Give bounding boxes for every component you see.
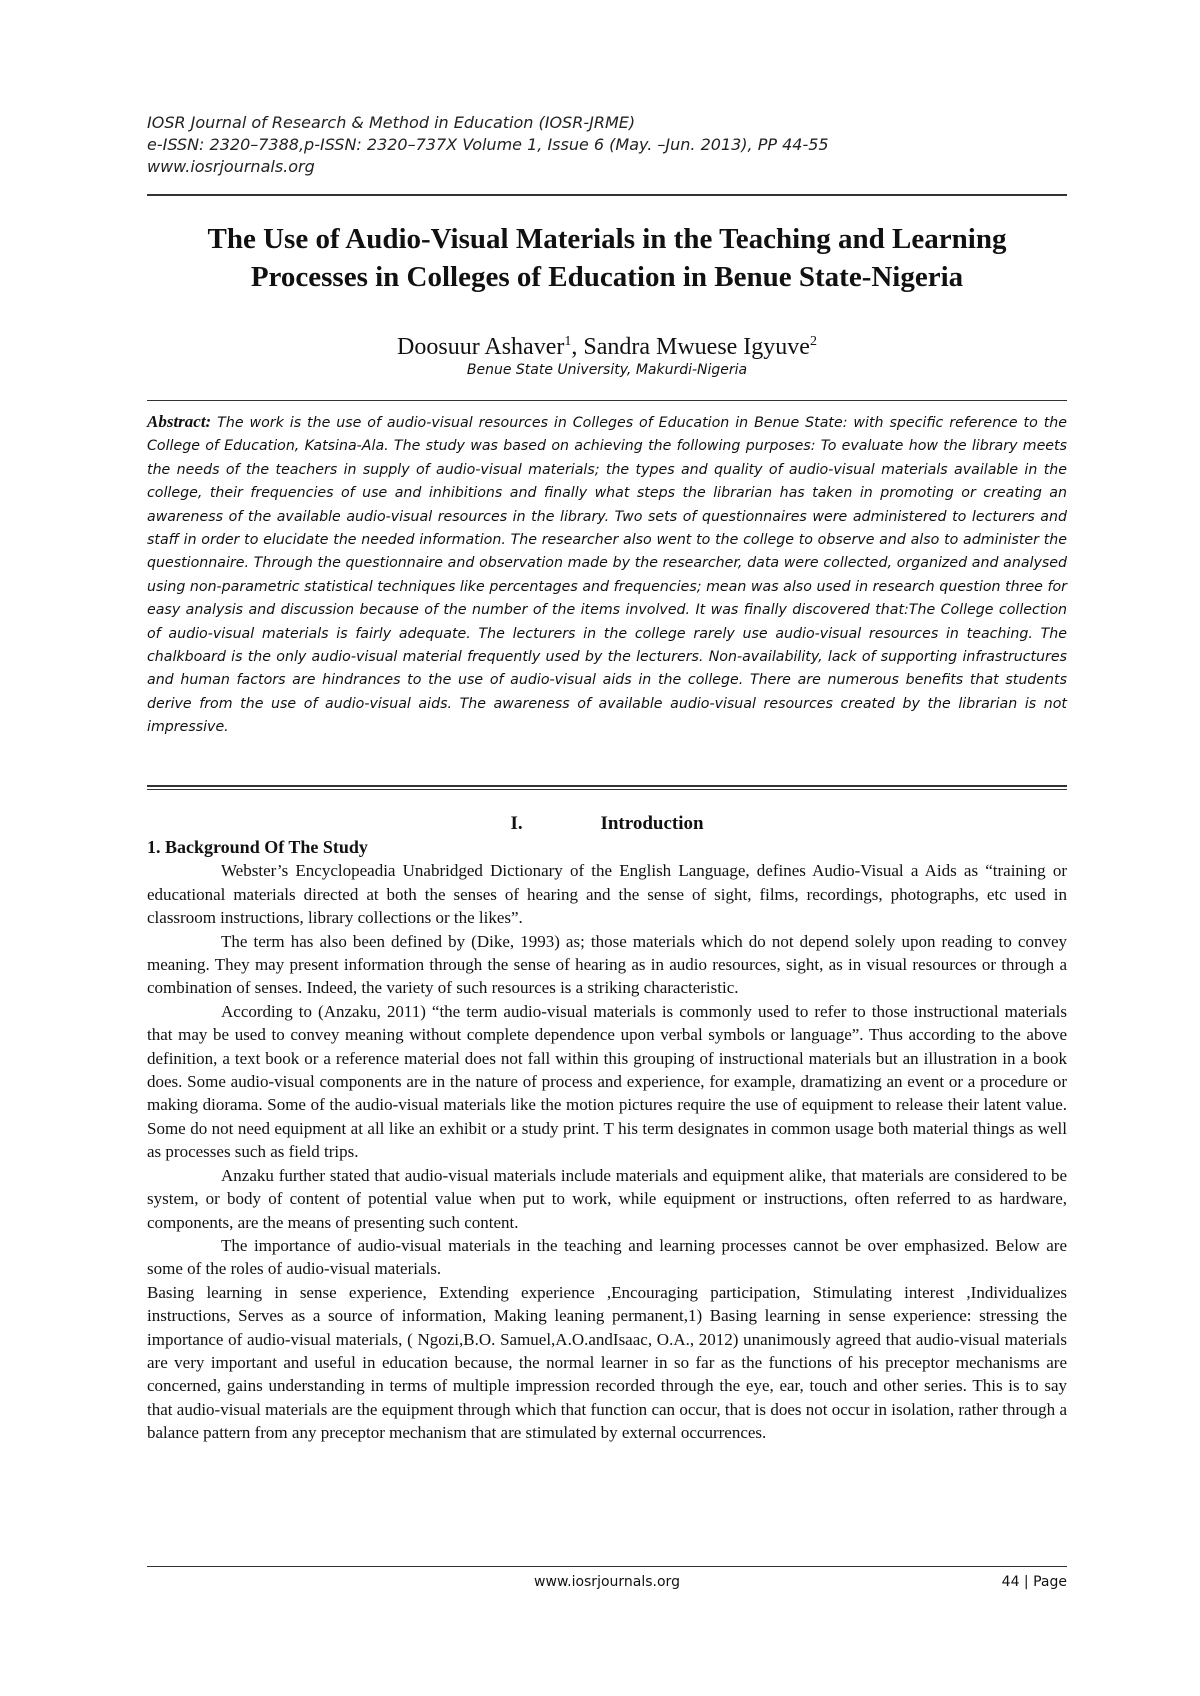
author-affiliation-mark: 2 [809, 334, 817, 349]
section-heading [147, 812, 1067, 836]
abstract-text: The work is the use of audio-visual resources in Colleges of Education in Benue State: with specific reference to the College of Education, Katsina-Ala. The study was based on achieving the following purposes: To evaluate how the library meets the needs of the teachers in supply of audio-visual materials; the types and quality of audio-visual materials available in the college, their frequencies of use and inhibitions and finally what steps the librarian has taken in promoting or creating an awareness of the available audio-visual resources in the library. Two sets of questionnaires were administered to lecturers and staff in order to elucidate the needed information. The researcher also went to the college to observe and also to administer the questionnaire. Through the questionnaire and observation made by the researcher, data were collected, organized and analysed using non-parametric statistical techniques like percentages and frequencies; mean was also used in research question three for easy analysis and discussion because of the number of the items involved. It was finally discovered that:The College collection of audio-visual materials is fairly adequate. The lecturers in the college rarely use audio-visual resources in teaching. The chalkboard is the only audio-visual material frequently used by the lecturers. Non-availability, lack of supporting infrastructures and human factors are hindrances to the use of audio-visual aids in the college. There are numerous benefits that students derive from the use of audio-visual aids. The awareness of available audio-visual resources created by the librarian is not impressive. [147, 415, 1067, 736]
journal-header [147, 112, 1067, 178]
section-title: Introduction [600, 813, 704, 834]
author-affiliation: Benue State University, Makurdi-Nigeria [466, 362, 748, 378]
body-paragraph: The term has also been defined by (Dike, 1993) as; those materials which do not depend solely upon reading to convey meaning. They may present information through the sense of hearing as in audio resources, sight, as in visual resources or through a combination of senses. Indeed, the variety of such resources is a striking characteristic. [147, 931, 1067, 998]
abstract-bottom-rule-thin [147, 789, 1067, 790]
body-text [147, 836, 1067, 1445]
page-number: 44 | Page [1001, 1574, 1067, 1590]
abstract [147, 410, 1067, 740]
author-affiliation-mark: 1 [564, 334, 572, 349]
author-list [147, 328, 1067, 361]
body-paragraph-roles: Basing learning in sense experience, Extending experience ,Encouraging participation, Stimulating interest ,Individualizes instructions, Serves as a source of information, Making leaning permanent,1) Basing learning in sense experience: stressing the importance of audio-visual materials, ( Ngozi,B.O. Samuel,A.O.andIsaac, O.A., 2012) unanimously agreed that audio-visual materials are very important and useful in education because, the normal learner in so far as the functions of his preceptor mechanisms are concerned, gains understanding in terms of multiple impression recorded through the eye, ear, touch and other series. This is to say that audio-visual materials are the equipment through which that function can occur, that is does not occur in isolation, rather through a balance pattern from any preceptor mechanism that are stimulated by external occurrences. [147, 1282, 1067, 1443]
footer-divider [147, 1566, 1067, 1567]
abstract-label: Abstract: [147, 412, 212, 431]
paper-title-line-1: The Use of Audio-Visual Materials in the Teaching and Learning [207, 223, 1007, 255]
journal-issn-volume: e-ISSN: 2320–7388,p-ISSN: 2320–737X Volume 1, Issue 6 (May. –Jun. 2013), PP 44-55 [147, 135, 829, 154]
paper-title [147, 220, 1067, 296]
section-number: I. [510, 813, 523, 834]
body-paragraph: Webster’s Encyclopeadia Unabridged Dictionary of the English Language, defines Audio-Visual a Aids as “training or educational materials directed at both the senses of hearing and the sense of sight, films, recordings, photographs, etc used in classroom instructions, library collections or the likes”. [147, 861, 1067, 928]
subsection-heading: 1. Background Of The Study [147, 837, 368, 857]
paper-title-line-2: Processes in Colleges of Education in Benue State-Nigeria [250, 261, 964, 293]
abstract-bottom-rule [147, 785, 1067, 787]
body-paragraph: Anzaku further stated that audio-visual materials include materials and equipment alike, that materials are considered to be system, or body of content of potential value when put to work, while equipment or instructions, often referred to as hardware, components, are the means of presenting such content. [147, 1165, 1067, 1232]
abstract-top-rule [147, 400, 1067, 401]
journal-name: IOSR Journal of Research & Method in Education (IOSR-JRME) [147, 113, 636, 132]
body-paragraph: The importance of audio-visual materials in the teaching and learning processes cannot be over emphasized. Below are some of the roles of audio-visual materials. [147, 1235, 1067, 1279]
body-paragraph: According to (Anzaku, 2011) “the term audio-visual materials is commonly used to refer to those instructional materials that may be used to convey meaning without complete dependence upon verbal symbols or language”. Thus according to the above definition, a text book or a reference material does not fall within this grouping of instructional materials but an illustration in a book does. Some audio-visual components are in the nature of process and experience, for example, dramatizing an event or a procedure or making diorama. Some of the audio-visual materials like the motion pictures require the use of equipment to release their latent value. Some do not need equipment at all like an exhibit or a study print. T his term designates in common usage both material things as well as processes such as field trips. [147, 1001, 1067, 1162]
author-separator: , [571, 334, 584, 360]
author-name: Doosuur Ashaver [397, 334, 565, 360]
footer-url: www.iosrjournals.org [534, 1574, 680, 1590]
journal-website: www.iosrjournals.org [147, 157, 315, 176]
header-divider [147, 194, 1067, 196]
author-name: Sandra Mwuese Igyuve [583, 334, 810, 360]
